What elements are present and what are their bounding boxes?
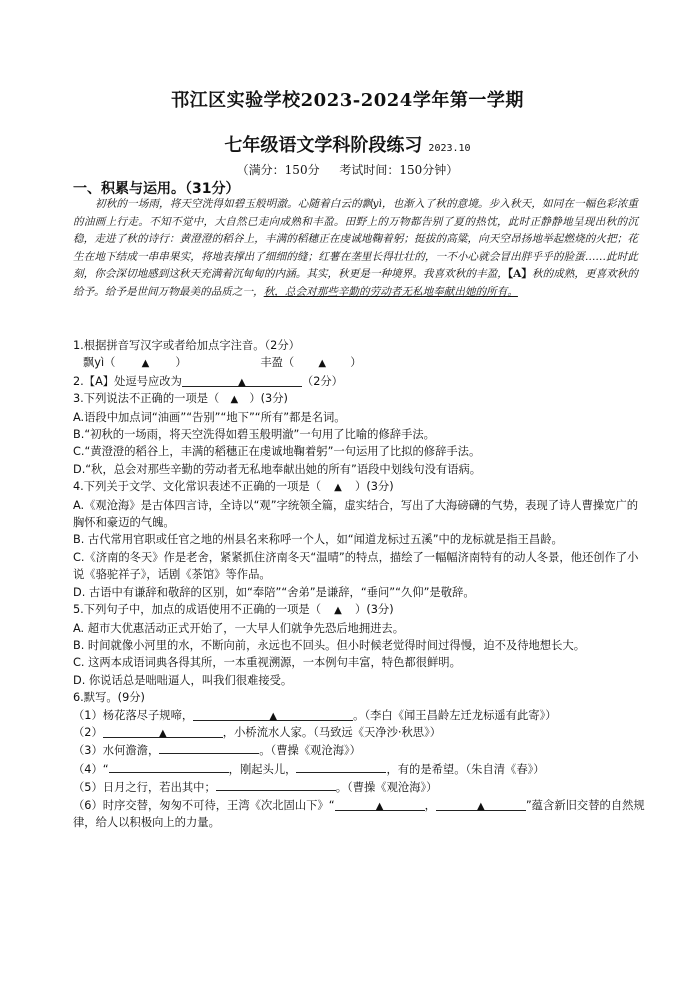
q4-stem (73, 478, 645, 496)
q6-l3-post: 。（曹操《观沧海》） (259, 744, 361, 758)
passage-underlined-sentence: 秋，总会对那些辛勤的劳动者无私地奉献出她的所有。 (263, 285, 518, 298)
q1-stem: 1.根据拼音写汉字或者给加点字注音。（2分） (73, 339, 300, 352)
school-title: 邗江区实验学校2023-2024学年第一学期 (171, 90, 524, 111)
answer-triangle-icon: ▲ (318, 358, 327, 370)
q3-stem (73, 390, 645, 408)
q6-l4-pre: （4）“ (73, 762, 109, 776)
section-title: 一、积累与运用。（31分） (73, 181, 240, 197)
q4-option-d: D. 古语中有谦辞和敬辞的区别，如“奉陪”“舍弟”是谦辞，“垂问”“久仰”是敬辞。 (73, 585, 475, 599)
q6-l1-pre: （1）杨花落尽子规啼， (73, 708, 194, 722)
exam-time: 考试时间：150分钟） (339, 163, 459, 177)
q6-line-1 (73, 707, 645, 724)
q6-blank-6a[interactable]: ▲ (335, 798, 425, 811)
q6-l6-pre: （6）时序交替，匆匆不可待，王湾《次北固山下》“ (73, 798, 335, 812)
q3-option-d: D.“秋，总会对那些辛勤的劳动者无私地奉献出她的所有”语段中划线句没有语病。 (73, 462, 482, 476)
answer-triangle-icon: ▲ (334, 605, 342, 617)
q3-option-c: C.“黄澄澄的稻谷上，丰满的稻穗正在虔诚地鞠着躬”一句运用了比拟的修辞手法。 (73, 445, 481, 459)
q1-a-label: 飘yì（ (83, 356, 116, 370)
q4-stem-post: ）(3分) (355, 480, 394, 494)
q5-option-b: B. 时间就像小河里的水，不断向前，永远也不回头。但小时候老觉得时间过得慢，迫不及待地想长大。 (73, 638, 585, 652)
q1-answers (73, 354, 645, 372)
q6-line-3 (73, 741, 645, 759)
exam-meta (0, 161, 695, 178)
q5-stem (73, 601, 645, 619)
q2-stem: 2.【A】处逗号应改为 (73, 374, 182, 388)
q6-l4-mid1: ，刚起头儿， (228, 762, 297, 776)
q4-option-a: A.《观沧海》是古体四言诗，全诗以“观”字统领全篇，虚实结合，写出了大海磅礴的气势，表现了诗人曹操宽广的胸怀和豪迈的气魄。 (73, 498, 639, 530)
answer-triangle-icon: ▲ (141, 358, 150, 370)
q4-option-b: B. 古代常用官职或任官之地的州县名来称呼一个人，如“闻道龙标过五溪”中的龙标就是指王昌龄。 (73, 533, 563, 547)
q6-blank-5[interactable] (216, 778, 336, 791)
q3-option-a: A.语段中加点词“油画”“告别”“地下”“所有”都是名词。 (73, 410, 346, 424)
q6-l6-end: ”蕴含新旧交替的自然规律，给人以积极向上的力量。 (73, 798, 645, 829)
q2-answer-blank[interactable]: ▲ (182, 374, 302, 387)
reading-passage (73, 196, 638, 301)
q6-line-5 (73, 778, 645, 796)
q6-blank-4a[interactable] (109, 760, 229, 773)
q5-option-a: A. 超市大优惠活动正式开始了，一大早人们就争先恐后地拥进去。 (73, 621, 405, 635)
q2 (73, 373, 645, 390)
q6-l5-post: 。（曹操《观沧海》） (335, 781, 438, 795)
q4-stem-pre: 4.下列关于文学、文化常识表述不正确的一项是（ (73, 480, 322, 494)
passage-part-1: 初秋的一场雨，将天空洗得如碧玉般明澈。心随着白云的飘yì，也渐入了秋的意境。步入秋天，如同在一幅色彩浓重的油画上行走。不知不觉中，大自然已走向成熟和丰盈。田野上的万物都告别了夏的热忱，此时正静静地呈现出秋的沉稳，走进了秋的诗行：黄澄澄的稻谷上，丰满的稻穗正在虔诚地鞠着躬；挺拔的高粱，向天空昂扬地举起燃烧的火把；花生在地下结成一串串果实，将地表撑出了细细的缝；红薯在垄里长得壮壮的，一不小心就会冒出胖乎乎的脸蛋……此时此刻，你会深切地感到这秋天充满着沉甸甸的内涵。其实，秋更是一种境界。我喜欢秋的丰盈， (73, 198, 638, 280)
passage-part-2: 秋的成熟，更喜欢秋的给予。给予是世间万物最美的品质之一， (73, 268, 639, 298)
q5-option-c: C. 这两本成语词典各得其所，一本重视溯源，一本例句丰富，特色都很鲜明。 (73, 656, 461, 670)
q6-l2-post: ，小桥流水人家。（马致远《天净沙·秋思》） (222, 725, 442, 739)
answer-triangle-icon: ▲ (230, 394, 239, 406)
q1-b-label: 丰盈（ (260, 356, 295, 370)
q6-blank-3[interactable] (159, 741, 259, 754)
exam-title (0, 131, 695, 157)
q6-blank-6b[interactable]: ▲ (436, 798, 526, 811)
answer-triangle-icon: ▲ (334, 482, 342, 494)
q1-a-end: ） (175, 356, 187, 370)
q6-line-4 (73, 760, 645, 778)
q6-stem: 6.默写。(9分) (73, 691, 145, 705)
passage-mark-a: 【A】 (507, 268, 532, 280)
q6-line-6 (73, 797, 645, 832)
q5-stem-post: ）(3分) (355, 603, 394, 617)
q6-l5-pre: （5）日月之行，若出其中； (73, 781, 216, 795)
q3-stem-post: ）(3分) (249, 392, 288, 406)
q6-line-2 (73, 724, 645, 741)
questions (73, 337, 645, 831)
exam-title-text: 七年级语文学科阶段练习 (224, 135, 423, 156)
q3-option-b: B.“初秋的一场雨，将天空洗得如碧玉般明澈”一句用了比喻的修辞手法。 (73, 428, 435, 442)
q5-option-d: D. 你说话总是咄咄逼人，叫我们很难接受。 (73, 673, 293, 687)
q5-stem-pre: 5.下列句子中，加点的成语使用不正确的一项是（ (73, 603, 322, 617)
q6-l6-sep: ， (424, 798, 436, 812)
exam-date: 2023.10 (428, 143, 471, 154)
q6-l4-mid2: ，有的是希望。（朱自清《春》） (386, 762, 545, 776)
q4-option-c: C.《济南的冬天》作是老舍，紧紧抓住济南冬天“温晴”的特点，描绘了一幅幅济南特有的动人冬景，他还创作了小说《骆驼祥子》，话剧《茶馆》等作品。 (73, 550, 639, 582)
q6-l2-pre: （2） (73, 725, 103, 739)
q6-l3-pre: （3）水何澹澹， (73, 744, 160, 758)
q6-blank-2[interactable]: ▲ (103, 725, 223, 738)
q2-score: （2分） (301, 374, 343, 388)
q1-b-end: ） (350, 356, 362, 370)
q6-blank-1[interactable]: ▲ (193, 708, 353, 721)
q3-stem-pre: 3.下列说法不正确的一项是（ (73, 392, 220, 406)
full-score: （满分：150分 (236, 163, 320, 177)
q6-l1-post: 。（李白《闻王昌龄左迁龙标遥有此寄》） (353, 708, 557, 722)
q6-blank-4b[interactable] (296, 760, 386, 773)
